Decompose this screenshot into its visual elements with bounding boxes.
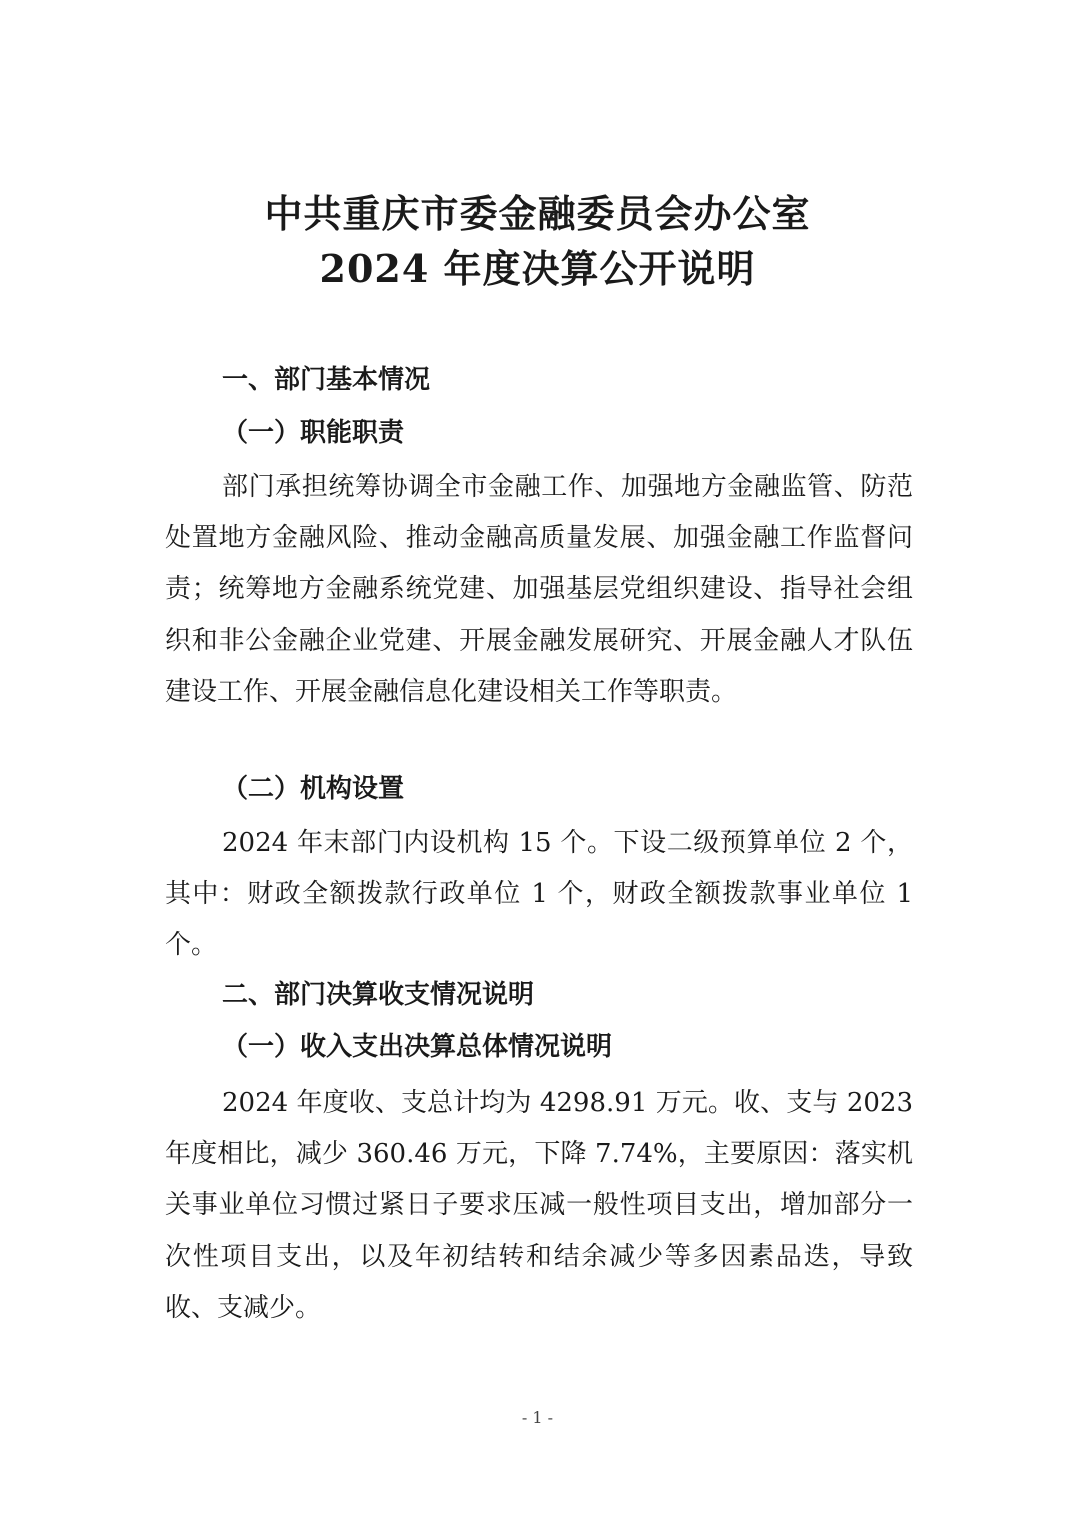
paragraph-organization: 2024 年末部门内设机构 15 个。下设二级预算单位 2 个，其中：财政全额拨款行政单位 1 个，财政全额拨款事业单位 1 个。	[165, 828, 913, 961]
section-heading-budget: 二、部门决算收支情况说明	[222, 980, 535, 1010]
paragraph-duties: 部门承担统筹协调全市金融工作、加强地方金融监管、防范处置地方金融风险、推动金融高质量发展、加强金融工作监督问责；统筹地方金融系统党建、加强基层党组织建设、指导社会组织和非公金融企业党建、开展金融发展研究、开展金融人才队伍建设工作、开展金融信息化建设相关工作等职责。	[165, 472, 913, 707]
document-title-line2: 2024 年度决算公开说明	[319, 246, 756, 291]
page-number: - 1 -	[521, 1408, 554, 1427]
section-heading-basic-info: 一、部门基本情况	[222, 365, 431, 395]
subsection-heading-organization: （二）机构设置	[222, 774, 405, 804]
document-title-line1: 中共重庆市委金融委员会办公室	[264, 191, 811, 236]
subsection-heading-duties: （一）职能职责	[222, 418, 405, 448]
paragraph-overall: 2024 年度收、支总计均为 4298.91 万元。收、支与 2023 年度相比，减少 360.46 万元，下降 7.74%，主要原因：落实机关事业单位习惯过紧日子要求压减一般性项目支出，增加部分一次性项目支出，以及年初结转和结余减少等多因素品迭，导致收、支减少。	[165, 1088, 913, 1323]
subsection-heading-overall: （一）收入支出决算总体情况说明	[222, 1032, 613, 1062]
